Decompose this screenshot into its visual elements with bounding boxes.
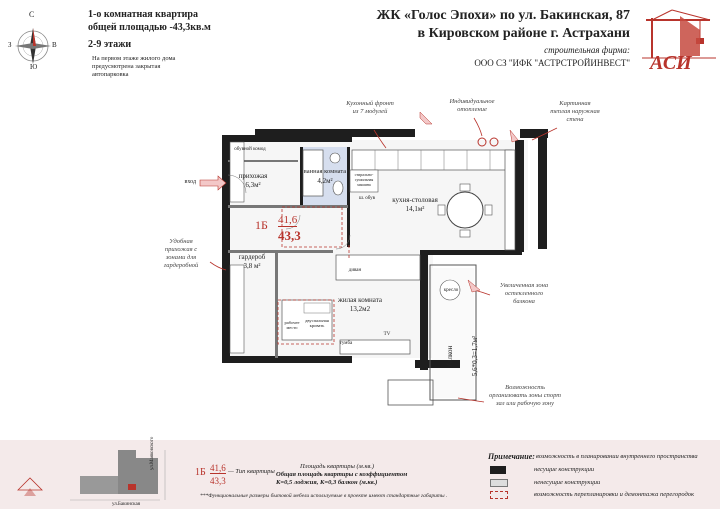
callout-tiles-1: Картинная xyxy=(559,100,591,107)
project-line1: ЖК «Голос Эпохи» по ул. Бакинская, 87 xyxy=(376,8,630,23)
note-title: Примечание: xyxy=(488,452,535,461)
callout-hallway-1: Удобная xyxy=(169,238,193,245)
street-label: ул.Бакинская xyxy=(112,502,140,507)
callout-hallway-3: зонами для xyxy=(165,254,197,261)
site-plan-thumb xyxy=(0,440,170,509)
compass-s: Ю xyxy=(30,63,38,71)
kitchen-counter xyxy=(352,150,512,170)
wardrobe-label: гардероб xyxy=(238,253,266,261)
callout-balcony-1: Увеличенная зона xyxy=(499,282,549,289)
balcony-label: балкон xyxy=(446,345,454,367)
callout-balcony-3: балкона xyxy=(513,298,535,305)
compass-w: З xyxy=(8,41,12,49)
legend-replan: возможность перепланировки и демонтажа перегородок xyxy=(534,491,695,498)
callout-hallway-2: прихожая с xyxy=(164,246,198,253)
legend-swatch-bearing xyxy=(490,466,506,474)
kitchen-area: 14,1м² xyxy=(405,205,425,213)
callout-sport-3: зал или рабочую зону xyxy=(496,400,554,407)
callout-heating-1: Индивидуальное xyxy=(449,98,495,105)
parking-line1: На первом этаже жилого дома xyxy=(92,55,176,62)
kitchen-label: кухня-столовая xyxy=(392,196,438,204)
callout-sport-1: Возможность xyxy=(505,384,545,391)
callout-hallway-4: гардеробной xyxy=(163,262,199,269)
hallway-area: 6,3м² xyxy=(245,181,261,189)
badge-area2: 43,3 xyxy=(278,228,301,243)
legend-nonbearing: ненесущие конструкции xyxy=(534,479,601,486)
callout-kitchen-2: из 7 модулей xyxy=(352,108,388,115)
living-area: 13,2м2 xyxy=(349,305,371,313)
hallway-label: прихожая xyxy=(238,172,268,180)
floors: 2-9 этажи xyxy=(88,39,132,50)
callout-tiles-2: теплая наружная xyxy=(550,108,600,115)
apt-line1: 1-о комнатная квартира xyxy=(88,9,198,20)
entrance-label: вход xyxy=(184,179,196,185)
callout-tiles-3: стена xyxy=(566,116,584,123)
living-label: жилая комната xyxy=(338,296,382,304)
footer-area2: 43,3 xyxy=(210,476,226,486)
callout-sport-2: организовать зоны спорт xyxy=(489,392,561,399)
balcony-area: 5,6*0,3=1,7м² xyxy=(471,335,479,377)
bathroom-area: 4,2м² xyxy=(317,177,333,185)
wardrobe-small-label: ш. обув xyxy=(358,196,376,201)
badge-area1: 41,6 xyxy=(278,214,298,226)
project-line2: в Кировском районе г. Астрахани xyxy=(417,26,630,41)
bed-left-label: рабочее место xyxy=(284,320,300,330)
street-label2: ул.Маяковского xyxy=(150,436,155,470)
legend-line1: Общая площадь квартиры с коэффициентом xyxy=(276,471,408,478)
tv-label: TV xyxy=(383,332,391,337)
footer-type-label: — Тип квартиры xyxy=(228,468,275,475)
compass-e: В xyxy=(52,41,57,49)
parking-line3: автопарковка xyxy=(92,71,129,78)
parking-line2: предусмотрена закрытая xyxy=(92,63,161,70)
badge-type: 1Б xyxy=(255,218,268,232)
legend-line2: К=0,5 лоджия, К=0,3 балкон (м.кв.) xyxy=(276,479,378,486)
disclaimer: ***Функциональные размеры бытовой мебели используемые в проекте имеют стандартные габариты . xyxy=(200,493,448,499)
bed-right-label: двуспальная кровать xyxy=(305,318,329,328)
legend-title: Площадь квартиры (м.кв.) xyxy=(300,463,375,470)
callout-balcony-2: остекленного xyxy=(504,290,544,297)
legend-bearing: несущие конструкции xyxy=(534,466,595,473)
logo-text: АСИ xyxy=(650,52,692,74)
compass-n: С xyxy=(29,10,35,19)
note-text: возможность в планировании внутреннего пространства xyxy=(536,453,698,460)
footer-area1: 41,6 xyxy=(210,463,226,473)
shoe-zone-label: обувной комод xyxy=(234,147,266,152)
stand-label: тумба xyxy=(339,341,353,346)
dining-table xyxy=(447,192,483,228)
apt-line2: общей площадью -43,3кв.м xyxy=(88,22,211,33)
legend-swatch-replan xyxy=(490,491,508,499)
builder-label: строительная фирма: xyxy=(544,45,630,55)
callout-kitchen-1: Кухонный фронт xyxy=(346,100,394,107)
callout-heating-2: отопление xyxy=(457,106,487,113)
footer-type: 1Б xyxy=(195,467,206,478)
armchair-label: кресло xyxy=(443,288,459,293)
builder-name: ООО СЗ "ИФК "АСТРСТРОЙИНВЕСТ" xyxy=(474,58,630,68)
bathroom-label: ванная комната xyxy=(303,168,347,175)
sofa-label: диван xyxy=(348,268,362,273)
wardrobe-area: 3,8 м² xyxy=(243,262,261,270)
laundry-label: стирально-сушильная машина xyxy=(354,172,374,187)
legend-swatch-nonbearing xyxy=(490,479,508,487)
